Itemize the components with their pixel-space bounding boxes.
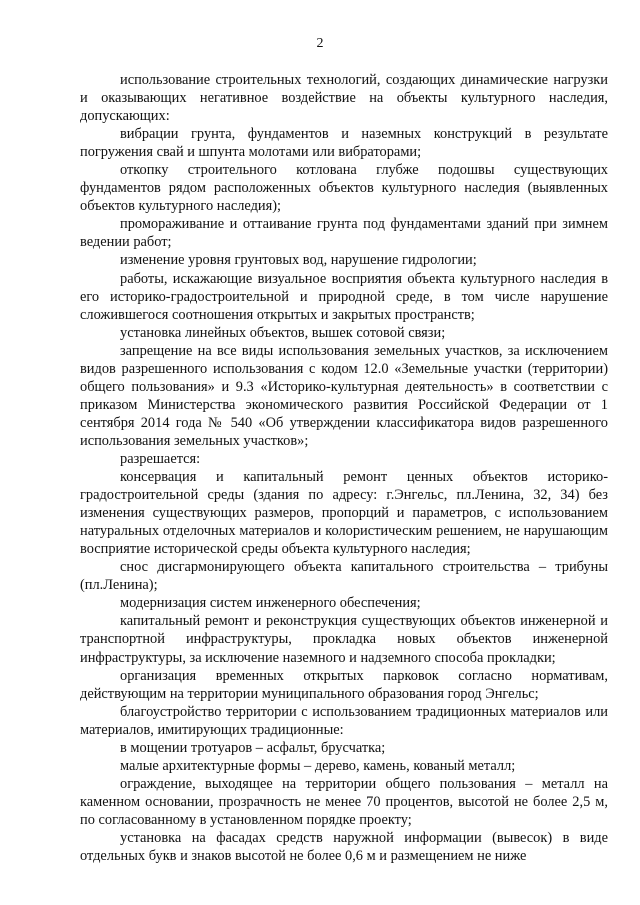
paragraph-11: снос дисгармонирующего объекта капитального строительства – трибуны (пл.Ленина);	[80, 559, 608, 594]
paragraph-8: запрещение на все виды использования земельных участков, за исключением видов разрешенного использования с кодом 12.0 «Земельные участки (территории) общего пользования» и 9.3 «Историко-культурная деятельность» в соответствии с приказом Министерства экономического развития Российской Федерации от 1 сентября 2014 года № 540 «Об утверждении классификатора видов разрешенного использования земельных участков»;	[80, 342, 608, 449]
paragraph-6: работы, искажающие визуальное восприятия объекта культурного наследия в его историко-градостроительной и природной среде, в том числе нарушение сложившегося соотношения открытых и закрытых пространств;	[80, 270, 608, 323]
paragraph-18: ограждение, выходящее на территории общего пользования – металл на каменном основании, прозрачность не менее 70 процентов, высотой не более 2,5 м, по согласованному в установленном порядке проекту;	[80, 775, 608, 828]
paragraph-12: модернизация систем инженерного обеспечения;	[120, 595, 421, 612]
paragraph-9: разрешается:	[120, 450, 201, 467]
page-number: 2	[316, 36, 324, 51]
document-body	[80, 71, 608, 865]
paragraph-5: изменение уровня грунтовых вод, нарушение гидрологии;	[120, 252, 477, 269]
paragraph-7: установка линейных объектов, вышек сотовой связи;	[120, 324, 446, 341]
paragraph-16: в мощении тротуаров – асфальт, брусчатка;	[120, 739, 386, 756]
paragraph-10: консервация и капитальный ремонт ценных объектов историко-градостроительной среды (здания по адресу: г.Энгельс, пл.Ленина, 32, 34) без изменения существующих размеров, пропорций и параметров, с использованием натуральных отделочных материалов и колористическим решением, не нарушающим восприятие исторической среды объекта культурного наследия;	[80, 469, 608, 558]
paragraph-13: капитальный ремонт и реконструкция существующих объектов инженерной и транспортной инфраструктуры, прокладка новых объектов инженерной инфраструктуры, за исключение наземного и надземного способа прокладки;	[80, 613, 608, 666]
paragraph-4: промораживание и оттаивание грунта под фундаментами зданий при зимнем ведении работ;	[80, 216, 608, 251]
paragraph-3: откопку строительного котлована глубже подошвы существующих фундаментов рядом расположенных объектов культурного наследия (выявленных объектов культурного наследия);	[80, 162, 608, 215]
paragraph-14: организация временных открытых парковок согласно нормативам, действующим на территории муниципального образования город Энгельс;	[80, 667, 608, 702]
paragraph-1: использование строительных технологий, создающих динамические нагрузки и оказывающих негативное воздействие на объекты культурного наследия, допускающих:	[80, 72, 608, 125]
paragraph-19: установка на фасадах средств наружной информации (вывесок) в виде отдельных букв и знаков высотой не более 0,6 м и размещением не ниже	[80, 829, 608, 865]
paragraph-15: благоустройство территории с использованием традиционных материалов или материалов, имитирующих традиционные:	[80, 703, 608, 738]
paragraph-2: вибрации грунта, фундаментов и наземных конструкций в результате погружения свай и шпунта молотами или вибраторами;	[80, 126, 608, 161]
paragraph-17: малые архитектурные формы – дерево, камень, кованый металл;	[120, 757, 516, 774]
